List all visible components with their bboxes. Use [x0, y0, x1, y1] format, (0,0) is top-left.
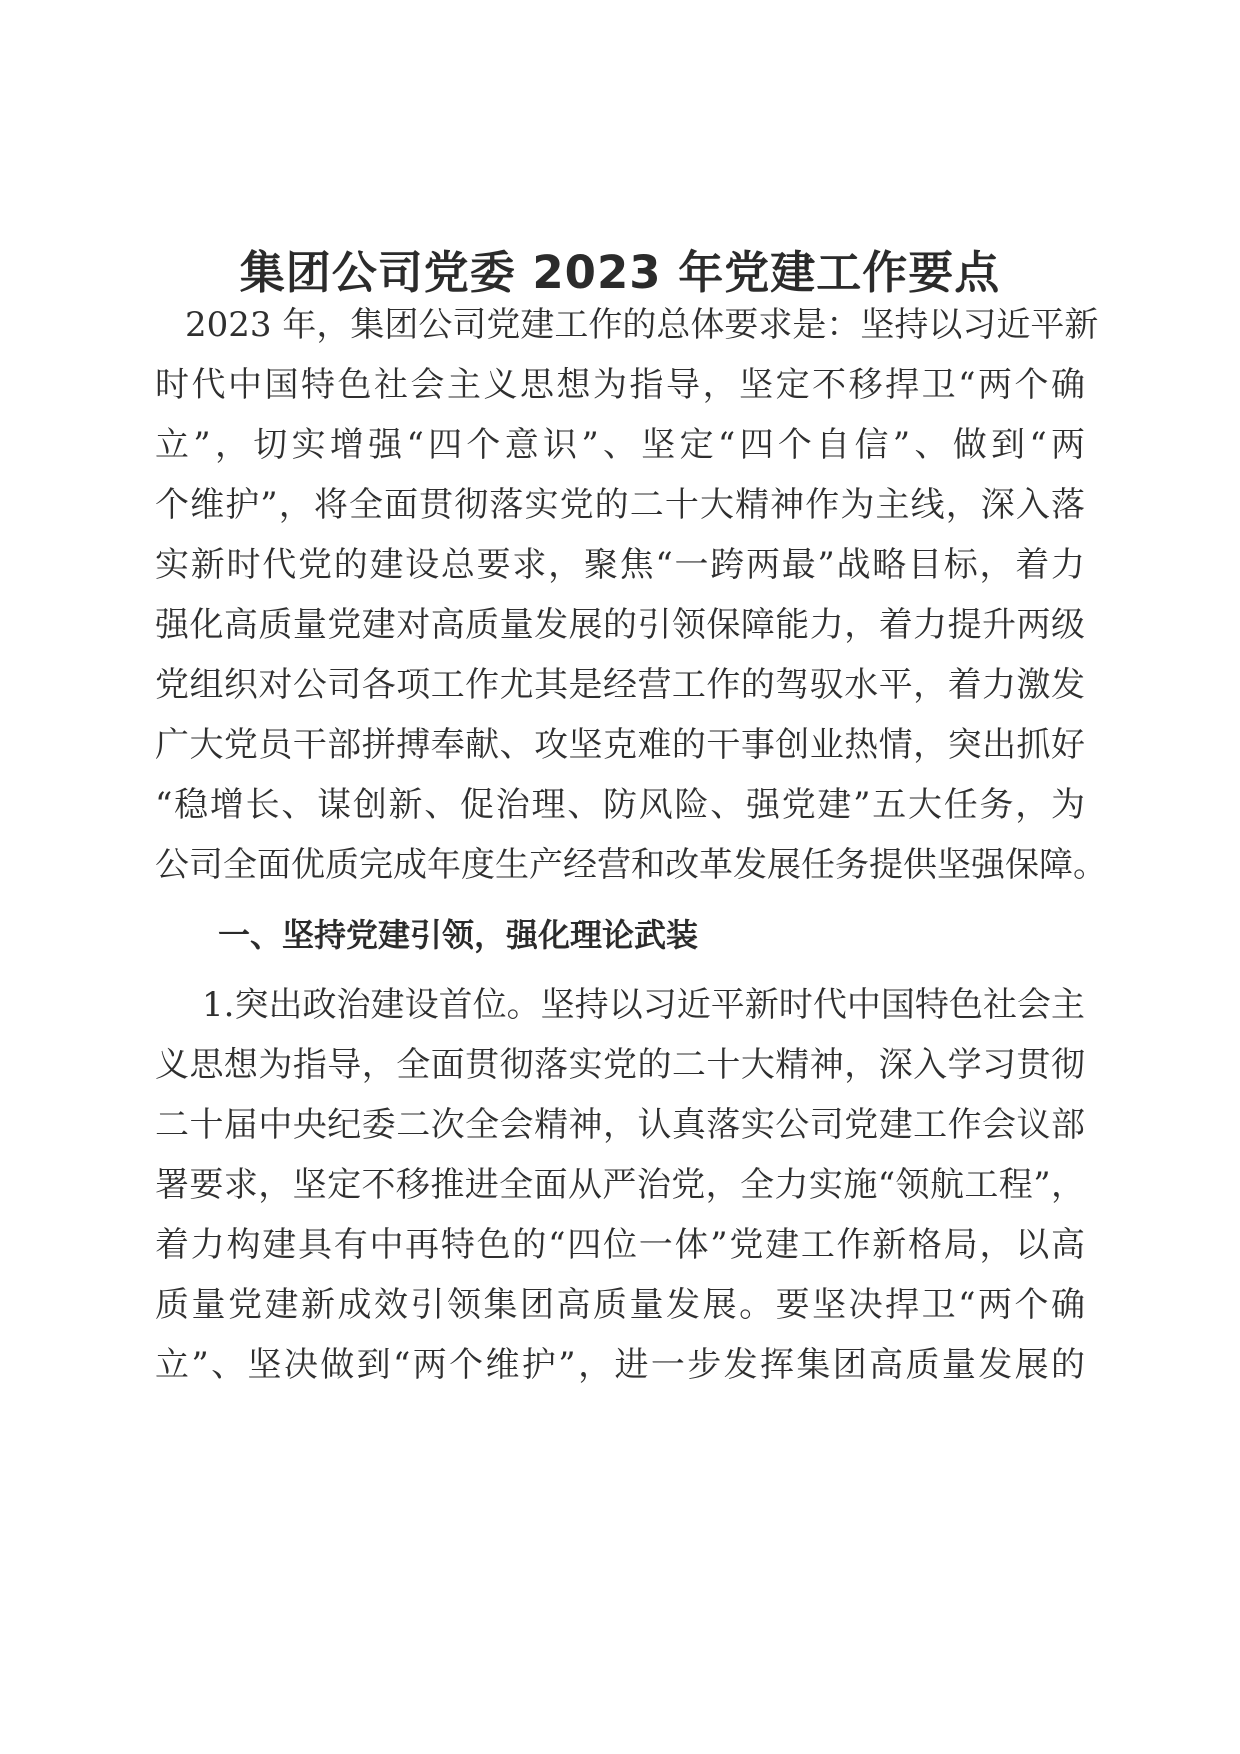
- section-heading: 一、坚持党建引领，强化理论武装: [218, 916, 699, 954]
- intro-line: 时代中国特色社会主义思想为指导，坚定不移捍卫“两个确: [155, 365, 1085, 405]
- item-line: 署要求，坚定不移推进全面从严治党，全力实施“领航工程”，: [155, 1165, 1085, 1205]
- item-line: 质量党建新成效引领集团高质量发展。要坚决捍卫“两个确: [155, 1285, 1085, 1325]
- item-line: 义思想为指导，全面贯彻落实党的二十大精神，深入学习贯彻: [155, 1045, 1085, 1085]
- intro-line: 强化高质量党建对高质量发展的引领保障能力，着力提升两级: [155, 605, 1085, 645]
- document-title: 集团公司党委 2023 年党建工作要点: [239, 246, 1001, 299]
- intro-line: 立”，切实增强“四个意识”、坚定“四个自信”、做到“两: [155, 425, 1085, 465]
- intro-line: 公司全面优质完成年度生产经营和改革发展任务提供坚强保障。: [155, 845, 1107, 885]
- item-line: 着力构建具有中再特色的“四位一体”党建工作新格局，以高: [155, 1225, 1085, 1265]
- item-line: 立”、坚决做到“两个维护”，进一步发挥集团高质量发展的: [155, 1345, 1085, 1385]
- item-line: 二十届中央纪委二次全会精神，认真落实公司党建工作会议部: [155, 1105, 1085, 1145]
- item-line: 1.突出政治建设首位。坚持以习近平新时代中国特色社会主: [202, 985, 1085, 1025]
- intro-line: 2023 年，集团公司党建工作的总体要求是：坚持以习近平新: [185, 305, 1099, 345]
- intro-line: 个维护”，将全面贯彻落实党的二十大精神作为主线，深入落: [155, 485, 1085, 525]
- intro-line: 党组织对公司各项工作尤其是经营工作的驾驭水平，着力激发: [155, 665, 1085, 705]
- intro-line: 实新时代党的建设总要求，聚焦“一跨两最”战略目标，着力: [155, 545, 1085, 585]
- intro-line: 广大党员干部拼搏奉献、攻坚克难的干事创业热情，突出抓好: [155, 725, 1085, 765]
- intro-line: “稳增长、谋创新、促治理、防风险、强党建”五大任务，为: [155, 785, 1085, 825]
